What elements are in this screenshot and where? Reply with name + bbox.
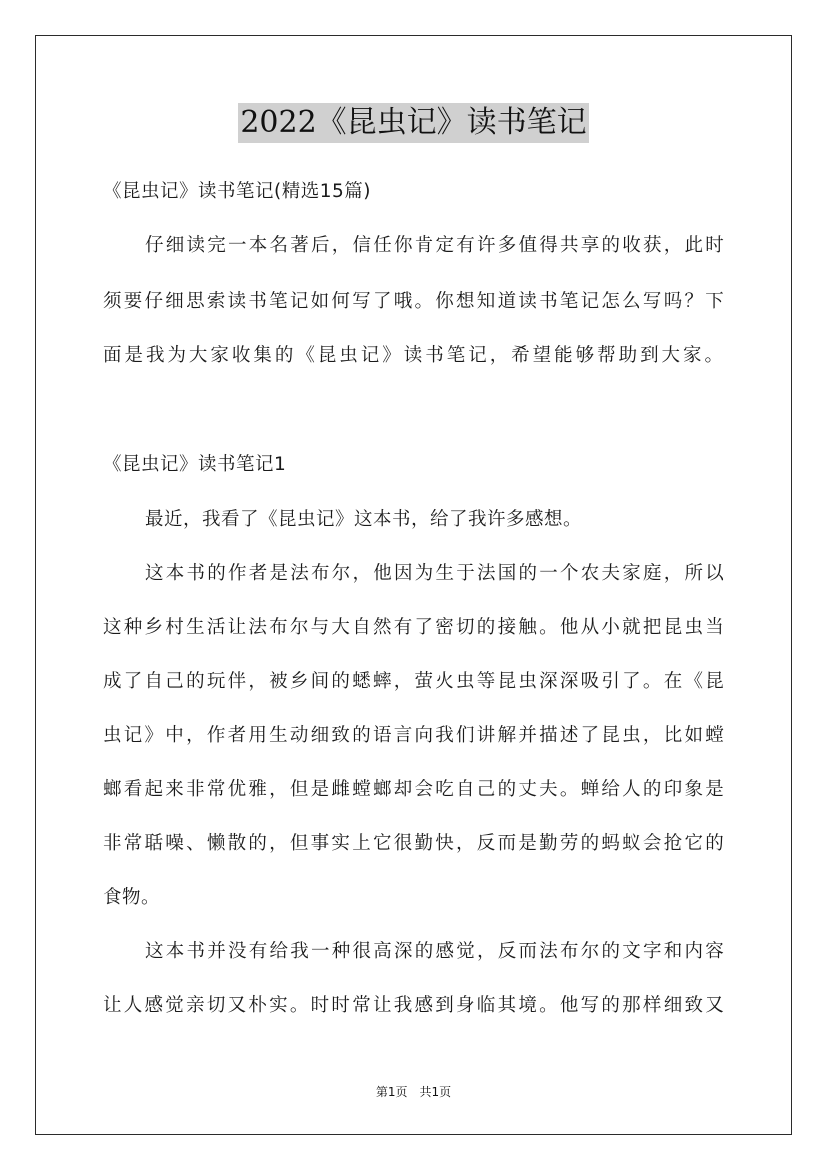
para2-line-1: 这本书的作者是法布尔，他因为生于法国的一个农夫家庭，所以 xyxy=(145,563,727,584)
para2-line-6: 非常聒噪、懒散的，但事实上它很勤快，反而是勤劳的蚂蚁会抢它的 xyxy=(103,833,727,854)
intro-line-1: 仔细读完一本名著后，信任你肯定有许多值得共享的收获，此时 xyxy=(145,235,727,256)
title-container xyxy=(0,103,827,143)
page-number: 第1页 共1页 xyxy=(375,1085,452,1099)
para2-line-4: 虫记》中，作者用生动细致的语言向我们讲解并描述了昆虫，比如螳 xyxy=(103,725,727,746)
para3-line-2: 让人感觉亲切又朴实。时时常让我感到身临其境。他写的那样细致又 xyxy=(103,995,727,1016)
document-subtitle: 《昆虫记》读书笔记(精选15篇) xyxy=(103,181,371,202)
intro-line-2: 须要仔细思索读书笔记如何写了哦。你想知道读书笔记怎么写吗？下 xyxy=(103,291,727,312)
para2-line-3: 成了自己的玩伴，被乡间的蟋蟀，萤火虫等昆虫深深吸引了。在《昆 xyxy=(103,671,727,692)
para2-line-5: 螂看起来非常优雅，但是雌螳螂却会吃自己的丈夫。蝉给人的印象是 xyxy=(103,779,727,800)
para3-line-1: 这本书并没有给我一种很高深的感觉，反而法布尔的文字和内容 xyxy=(145,941,727,962)
section-heading: 《昆虫记》读书笔记1 xyxy=(103,454,287,475)
para2-line-2: 这种乡村生活让法布尔与大自然有了密切的接触。他从小就把昆虫当 xyxy=(103,617,727,638)
para1-line-1: 最近，我看了《昆虫记》这本书，给了我许多感想。 xyxy=(145,509,583,530)
intro-line-3: 面是我为大家收集的《昆虫记》读书笔记，希望能够帮助到大家。 xyxy=(103,345,727,366)
para2-line-7: 食物。 xyxy=(103,887,161,908)
document-title: 2022《昆虫记》读书笔记 xyxy=(238,103,588,143)
